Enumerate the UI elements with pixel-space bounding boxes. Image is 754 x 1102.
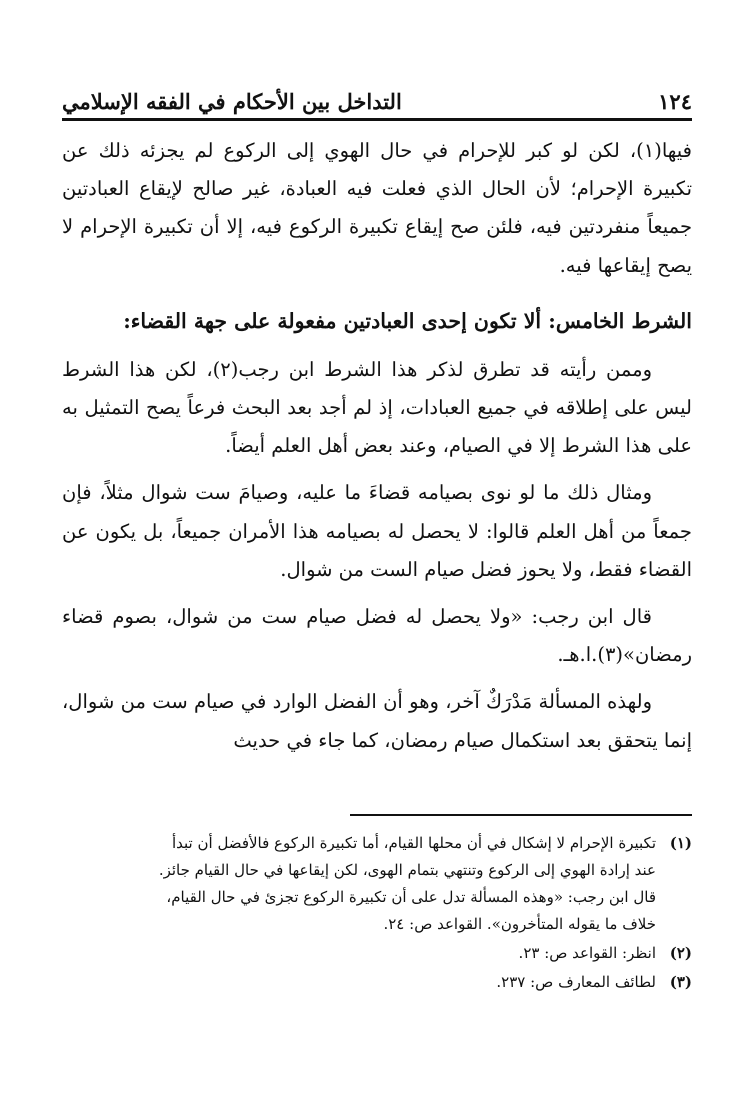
paragraph: وممن رأيته قد تطرق لذكر هذا الشرط ابن رجب(٢)، لكن هذا الشرط ليس على إطلاقه في جميع العبادات، إذ لم أجد بعد البحث فرعاً يصح التمثيل به على هذا الشرط إلا في الصيام، وعند بعض أهل العلم أيضاً. <box>62 357 692 458</box>
main-text <box>62 132 692 769</box>
page-number: ١٢٤ <box>658 89 692 114</box>
footnote <box>62 940 692 967</box>
page-header <box>62 80 692 114</box>
footnote-text <box>62 940 656 967</box>
header-rule <box>62 118 692 121</box>
footnote <box>62 969 692 996</box>
footnote-line: تكبيرة الإحرام لا إشكال في أن محلها القيام، أما تكبيرة الركوع فالأفضل أن تبدأ <box>171 834 656 852</box>
footnote-line: لطائف المعارف ص: ٢٣٧. <box>496 973 656 991</box>
paragraph: قال ابن رجب: «ولا يحصل له فضل صيام ست من شوال، بصوم قضاء رمضان»(٣).ا.هـ. <box>62 605 692 667</box>
paragraph: فيها(١)، لكن لو كبر للإحرام في حال الهوي إلى الركوع لم يجزئه ذلك عن تكبيرة الإحرام؛ لأن الحال الذي فعلت فيه العبادة، غير صالح لإيقاع العبادتين جميعاً منفردتين فيه، فلئن صح إيقاع تكبيرة الركوع فيه، إلا أن تكبيرة الإحرام لا يصح إيقاعها فيه. <box>62 139 692 277</box>
footnote-separator <box>350 814 692 816</box>
footnote-line: انظر: القواعد ص: ٢٣. <box>518 944 656 962</box>
footnote-number: (٢) <box>669 944 692 962</box>
paragraph: ولهذه المسألة مَدْرَكٌ آخر، وهو أن الفضل الوارد في صيام ست من شوال، إنما يتحقق بعد استكمال صيام رمضان، كما جاء في حديث <box>62 690 692 752</box>
footnote-number: (٣) <box>669 973 692 991</box>
footnote-number: (١) <box>669 834 692 852</box>
footnote-text <box>62 830 656 938</box>
footnote-line: خلاف ما يقوله المتأخرون». القواعد ص: ٢٤. <box>383 915 656 933</box>
footnote-text <box>62 969 656 996</box>
footnotes <box>62 830 692 998</box>
footnote-line: عند إرادة الهوي إلى الركوع وتنتهي بتمام الهوى، لكن إيقاعها في حال القيام جائز. <box>158 861 656 879</box>
section-heading: الشرط الخامس: ألا تكون إحدى العبادتين مفعولة على جهة القضاء: <box>123 308 692 333</box>
paragraph: ومثال ذلك ما لو نوى بصيامه قضاءَ ما عليه، وصيامَ ست شوال مثلاً، فإن جمعاً من أهل العلم قالوا: لا يحصل له بصيامه هذا الأمران جميعاً، بل يكون عن القضاء فقط، ولا يحوز فضل صيام الست من شوال. <box>62 481 692 581</box>
footnote <box>62 830 692 938</box>
running-title: التداخل بين الأحكام في الفقه الإسلامي <box>62 89 402 114</box>
footnote-line: قال ابن رجب: «وهذه المسألة تدل على أن تكبيرة الركوع تجزئ في حال القيام، <box>166 888 656 906</box>
